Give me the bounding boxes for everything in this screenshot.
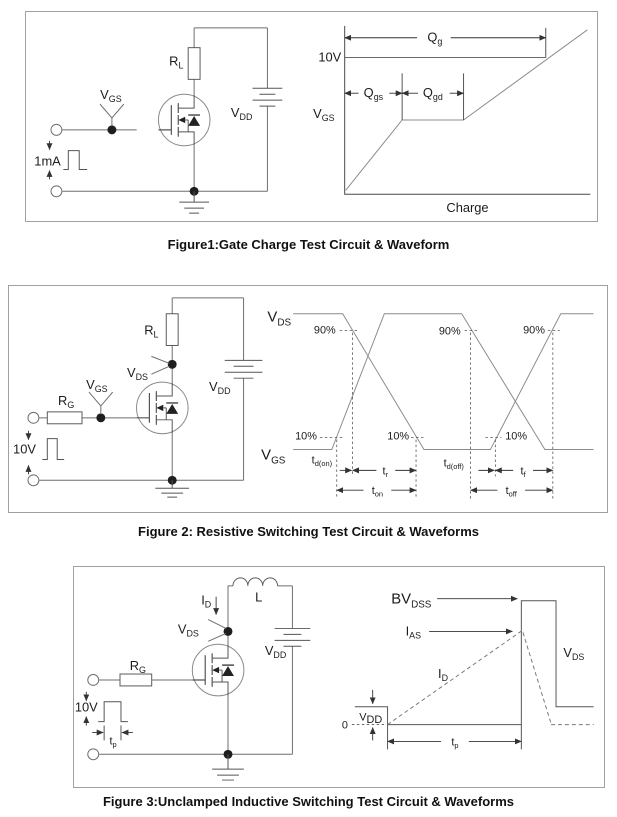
pulse-waveform-icon (42, 439, 64, 460)
figure2-circuit (13, 298, 262, 497)
battery-icon (275, 628, 311, 646)
resistor-rg (120, 674, 152, 686)
tp-label: $t_p$ (109, 735, 117, 749)
vdd-label: $V_{DD}$ (264, 643, 287, 661)
resistor-rl (188, 48, 200, 80)
pct90-label: 90% (313, 324, 336, 337)
vgs-label: $V_{GS}$ (86, 377, 108, 395)
td-on-dimension (312, 454, 352, 470)
mosfet-icon (137, 382, 189, 434)
id-label: $I_D$ (201, 592, 212, 610)
10v-label: 10V (13, 441, 36, 457)
qgs-dimension (345, 85, 402, 102)
qgs-label: $Q_{gs}$ (363, 85, 384, 103)
vdd-level-label: VDD (359, 711, 383, 727)
terminal (51, 186, 62, 197)
probe-icon (100, 104, 124, 126)
vds-label: $V_{DS}$ (177, 621, 199, 639)
tr-dimension (353, 465, 416, 478)
probe-icon (89, 392, 113, 413)
inductor-icon (233, 578, 278, 586)
tp-dimension (92, 726, 133, 749)
tf-label: $t_f$ (520, 465, 526, 479)
ton-dimension (337, 485, 416, 498)
pct10-label: 10% (295, 430, 317, 443)
figure1-caption: Figure1:Gate Charge Test Circuit & Waveform (167, 237, 450, 252)
vgs-curve (346, 30, 588, 190)
inductor-label: L (255, 589, 263, 605)
vds-trace-label: $V_{DS}$ (267, 309, 292, 329)
pct90-label: 90% (438, 325, 461, 338)
pulse-waveform-icon (98, 702, 128, 722)
tp-dimension (388, 725, 522, 750)
pct90-label: 90% (523, 324, 545, 337)
ias-label: $I_{AS}$ (405, 623, 422, 641)
qg-dimension (345, 30, 546, 47)
td-on-label: $t_{d(on)}$ (311, 454, 333, 468)
figure1-svg (26, 12, 597, 221)
rl-label: $R_L$ (169, 53, 184, 71)
td-off-dimension (444, 457, 495, 470)
figure3-caption: Figure 3:Unclamped Inductive Switching Test Circuit & Waveforms (102, 794, 514, 809)
vds-curve-label: $V_{DS}$ (563, 645, 585, 663)
figure2-box (8, 285, 608, 513)
vdd-label: $V_{DD}$ (209, 379, 231, 397)
td-off-label: $t_{d(off)}$ (443, 457, 464, 471)
rl-label: $R_L$ (144, 322, 159, 340)
axes (345, 26, 591, 194)
terminal (28, 412, 39, 423)
figure1-circuit (34, 28, 282, 213)
rg-label: $R_G$ (129, 658, 146, 676)
vgs-trace-label: $V_{GS}$ (261, 447, 286, 467)
probe-icon (151, 356, 169, 374)
vgs-label: $V_{GS}$ (100, 87, 122, 105)
battery-icon (253, 88, 283, 106)
resistor-rl (166, 314, 178, 346)
pct10-label: 10% (505, 430, 528, 443)
probe-icon (208, 620, 226, 642)
qgd-label: $Q_{gd}$ (422, 85, 443, 103)
mosfet-icon (192, 644, 244, 696)
resistor-rg (47, 412, 82, 424)
10v-tick-label: 10V (318, 49, 342, 65)
pct10-label: 10% (387, 430, 410, 443)
toff-label: $t_{off}$ (505, 485, 517, 499)
figure3-circuit (75, 578, 310, 780)
qgd-dimension (402, 85, 463, 102)
figure2-caption: Figure 2: Resistive Switching Test Circuit & Waveforms (138, 524, 479, 539)
ground-icon (155, 480, 189, 497)
vdd-label: $V_{DD}$ (230, 104, 253, 122)
bvdss-label: $BV_{DSS}$ (391, 591, 432, 611)
10v-label: 10V (74, 699, 98, 715)
figure3-box (73, 566, 605, 788)
vds-trace (355, 601, 594, 725)
node-dot (107, 125, 116, 134)
tr-label: $t_r$ (382, 465, 389, 479)
rg-label: $R_G$ (58, 392, 75, 410)
node-dot (168, 360, 177, 369)
vgs-axis-label: $V_{GS}$ (313, 105, 335, 123)
ground-icon (179, 191, 209, 213)
mosfet-icon (158, 94, 210, 146)
x-axis-label: Charge (446, 200, 489, 216)
toff-dimension (471, 485, 553, 498)
qg-label: $Q_g$ (427, 29, 443, 47)
pulse-waveform-icon (63, 151, 87, 170)
ground-icon (212, 754, 244, 780)
id-curve-label: $I_D$ (438, 665, 449, 683)
terminal (51, 124, 62, 135)
figure1-waveform (313, 26, 590, 215)
figure2-waveform (261, 310, 593, 499)
figure1-box (25, 11, 598, 222)
figure3-waveform (342, 592, 594, 750)
terminal (88, 675, 99, 686)
figure2-svg (9, 286, 607, 512)
terminal (88, 749, 99, 760)
node-dot (96, 413, 105, 422)
zero-label: 0 (341, 719, 348, 732)
ton-label: $t_{on}$ (371, 485, 384, 499)
tf-dimension (495, 465, 552, 478)
tp-label: $t_p$ (451, 736, 459, 750)
pulse-current-label: 1mA (34, 153, 61, 169)
figure3-svg (74, 567, 604, 787)
terminal (28, 475, 39, 486)
vds-label: $V_{DS}$ (127, 365, 148, 383)
battery-icon (225, 360, 263, 378)
